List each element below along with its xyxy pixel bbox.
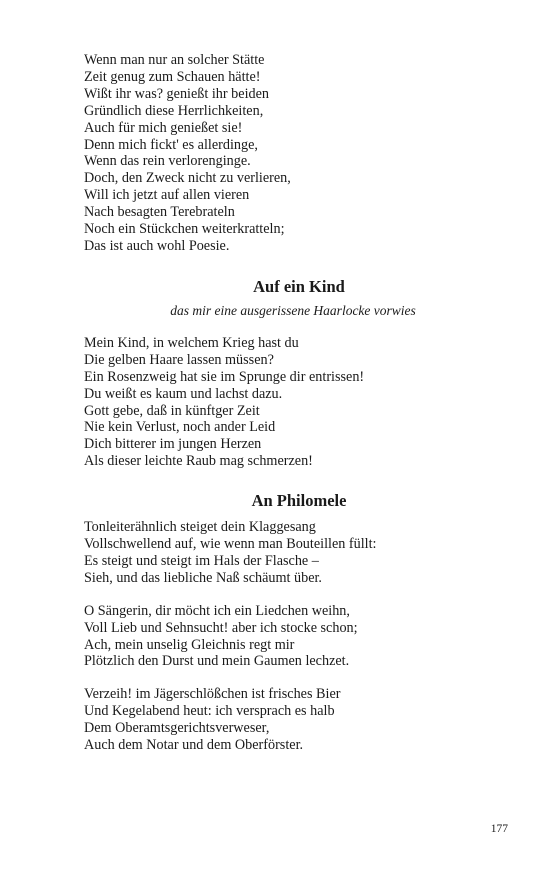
verse-line: Als dieser leichte Raub mag schmerzen! <box>84 453 313 470</box>
poem-stanza <box>84 686 484 754</box>
verse-line: Nie kein Verlust, noch ander Leid <box>84 419 276 436</box>
verse-line: Auch für mich genießet sie! <box>84 119 243 136</box>
poem-title-auf-ein-kind: Auf ein Kind <box>253 276 345 296</box>
verse-line: Tonleiterähnlich steiget dein Klaggesang <box>84 519 316 536</box>
poem-fragment-stanza <box>84 52 484 255</box>
verse-line: Wenn man nur an solcher Stätte <box>84 52 265 68</box>
verse-line: Wenn das rein verlorenginge. <box>84 153 251 170</box>
verse-line: Dich bitterer im jungen Herzen <box>84 436 262 453</box>
verse-line: Plötzlich den Durst und mein Gaumen lechzet. <box>84 653 350 670</box>
verse-line: Gründlich diese Herrlichkeiten, <box>84 102 264 119</box>
verse-line: Voll Lieb und Sehnsucht! aber ich stocke schon; <box>84 619 358 636</box>
verse-line: Dem Oberamtsgerichtsverweser, <box>84 720 270 737</box>
book-page <box>84 50 484 754</box>
verse-line: Doch, den Zweck nicht zu verlieren, <box>84 170 291 187</box>
verse-line: Ein Rosenzweig hat sie im Sprunge dir entrissen! <box>84 368 365 385</box>
verse-line: Denn mich fickt' es allerdinge, <box>84 136 258 153</box>
verse-line: Gott gebe, daß in künftger Zeit <box>84 402 260 419</box>
verse-line: Und Kegelabend heut: ich versprach es halb <box>84 703 335 720</box>
verse-line: Nach besagten Terebrateln <box>84 204 235 221</box>
verse-line: Zeit genug zum Schauen hätte! <box>84 68 261 85</box>
verse-line: Mein Kind, in welchem Krieg hast du <box>84 334 299 351</box>
verse-line: Vollschwellend auf, wie wenn man Bouteillen füllt: <box>84 536 377 553</box>
verse-line: Das ist auch wohl Poesie. <box>84 237 230 254</box>
verse-line: Will ich jetzt auf allen vieren <box>84 187 250 204</box>
verse-line: Auch dem Notar und dem Oberförster. <box>84 737 304 754</box>
verse-line: O Sängerin, dir möcht ich ein Liedchen weihn, <box>84 602 350 619</box>
page-number: 177 <box>490 823 508 835</box>
verse-line: Verzeih! im Jägerschlößchen ist frisches Bier <box>84 686 341 703</box>
poem-title-an-philomele: An Philomele <box>251 491 347 511</box>
verse-line: Wißt ihr was? genießt ihr beiden <box>84 85 269 102</box>
poem-stanza <box>84 335 484 470</box>
verse-line: Ach, mein unselig Gleichnis regt mir <box>84 636 295 653</box>
verse-line: Die gelben Haare lassen müssen? <box>84 351 274 368</box>
poem-stanza <box>84 603 484 671</box>
verse-line: Du weißt es kaum und lachst dazu. <box>84 385 283 402</box>
poem-subtitle: das mir eine ausgerissene Haarlocke vorwies <box>170 302 416 318</box>
poem-stanza <box>84 519 484 587</box>
verse-line: Noch ein Stückchen weiterkratteln; <box>84 221 285 238</box>
verse-line: Sieh, und das liebliche Naß schäumt über. <box>84 569 322 586</box>
verse-line: Es steigt und steigt im Hals der Flasche – <box>84 552 319 569</box>
